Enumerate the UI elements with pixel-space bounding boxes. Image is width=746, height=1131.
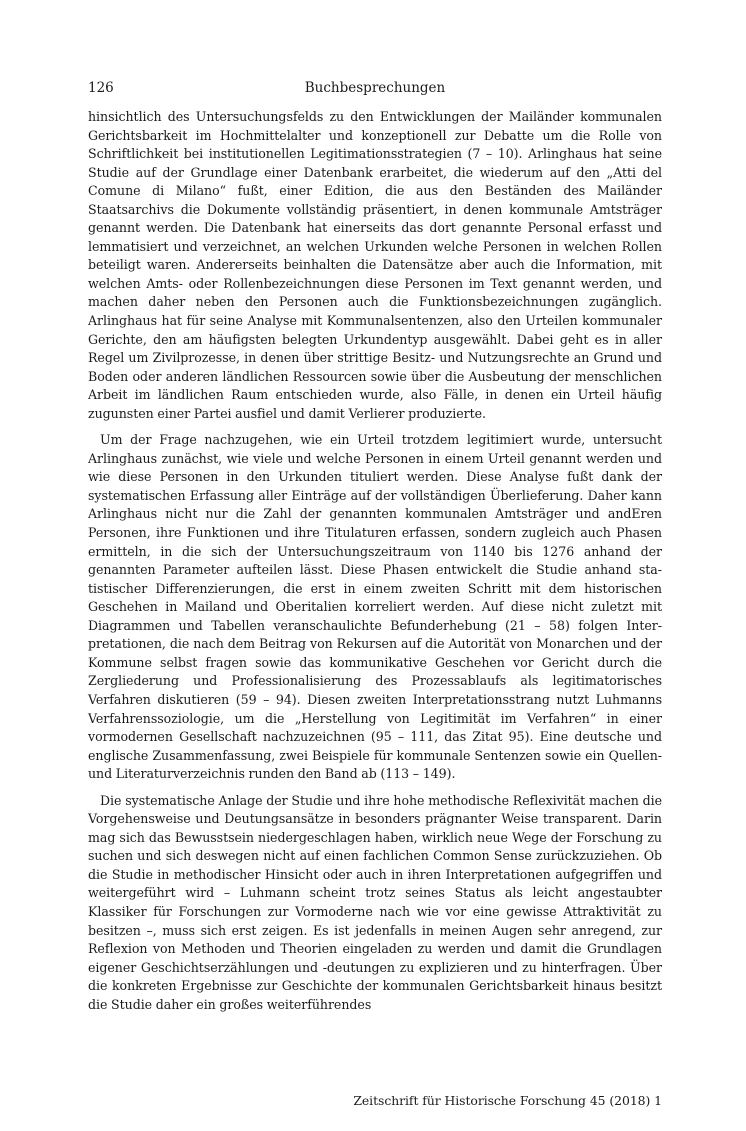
page-number: 126 [88,80,114,96]
paragraph-2: Um der Frage nachzugehen, wie ein Urteil trotzdem legitimiert wurde, untersucht Arlinghaus zunächst, wie viele und welche Personen in einem Urteil genannt werden und wie diese Personen in den Urkunden tituliert werden. Diese Analyse fußt dank der systematischen Erfassung aller Einträge auf der vollständigen Überlieferung. Daher kann Arlinghaus nicht nur die Zahl der genannten kommunalen Amtsträger und andEren Personen, ihre Funktionen und ihre Titulaturen erfassen, sondern zugleich auch Phasen ermitteln, in die sich der Untersuchungszeitraum von 1140 bis 1276 anhand der genannten Parameter aufteilen lässt. Diese Phasen entwickelt die Studie anhand statistischer Differenzierungen, die erst in einem zweiten Schritt mit dem historischen Geschehen in Mailand und Oberitalien korreliert werden. Auf diese nicht zuletzt mit Diagrammen und Tabellen veranschaulichte Befunderhebung (21 – 58) folgen Interpretationen, die nach dem Beitrag von Rekursen auf die Autorität von Monarchen und der Kommune selbst fragen sowie das kommunikative Geschehen vor Gericht durch die Zergliederung und Professionalisierung des Prozessablaufs als legitimatorisches Verfahren diskutieren (59 – 94). Diesen zweiten Interpretationsstrang nutzt Luhmanns Verfahrenssoziologie, um die „Herstellung von Legitimität im Verfahren“ in einer vormodernen Gesellschaft nachzuzeichnen (95 – 111, das Zitat 95). Eine deutsche und englische Zusammenfassung, zwei Beispiele für kommunale Sentenzen sowie ein Quellen- und Literaturverzeichnis runden den Band ab (113 – 149). [88,432,662,782]
document-page [88,80,662,1108]
running-head: Buchbesprechungen [304,80,446,96]
paragraph-1: hinsichtlich des Untersuchungsfelds zu den Entwicklungen der Mailänder kommunalen Gerichtsbarkeit im Hochmittelalter und konzeptionell zur Debatte um die Rolle von Schriftlichkeit bei institutionellen Legitimationsstrategien (7 – 10). Arlinghaus hat seine Studie auf der Grundlage einer Datenbank erarbeitet, die wiederum auf den „Atti del Comune di Milano“ fußt, einer Edition, die aus den Beständen des Mailänder Staatsarchivs die Dokumente vollständig präsentiert, in denen kommunale Amtsträger genannt werden. Die Datenbank hat einerseits das dort genannte Personal erfasst und lemmatisiert und verzeichnet, an welchen Urkunden welche Personen in welchen Rollen beteiligt waren. Andererseits beinhalten die Datensätze aber auch die Information, mit welchen Amts- oder Rollenbezeichnungen diese Personen im Text genannt werden, und machen daher neben den Personen auch die Funktionsbezeichnungen zugänglich. Arlinghaus hat für seine Analyse mit Kommunalsentenzen, also den Urteilen kommunaler Gerichte, den am häufigsten belegten Urkundentyp ausgewählt. Dabei geht es in aller Regel um Zivilprozesse, in denen über strittige Besitz- und Nutzungsrechte an Grund und Boden oder anderen ländlichen Ressourcen sowie über die Ausbeutung der menschlichen Arbeit im ländlichen Raum entschieden wurde, also Fälle, in denen ein Urteil häufig zugunsten einer Partei ausfiel und damit Verlierer produzierte. [88,109,662,421]
page-header [88,80,662,100]
paragraph-3: Die systematische Anlage der Studie und ihre hohe methodische Reflexivität machen die Vorgehensweise und Deutungsansätze in besonders prägnanter Weise transparent. Darin mag sich das Bewusstsein niedergeschlagen haben, wirklich neue Wege der Forschung zu suchen und sich deswegen nicht auf einen fachlichen Common Sense zurückzuziehen. Ob die Studie in methodischer Hinsicht oder auch in ihren Interpretationen aufgegriffen und weitergeführt wird – Luhmann scheint trotz seines Status als leicht angestaubter Klassiker für Forschungen zur Vormoderne nach wie vor eine gewisse Attraktivität zu besitzen –, muss sich erst zeigen. Es ist jedenfalls in meinen Augen sehr anregend, zur Reflexion von Methoden und Theorien eingeladen zu werden und damit die Grundlagen eigener Geschichtserzählungen und -deutungen zu explizieren und zu hinterfragen. Über die konkreten Ergebnisse zur Geschichte der kommunalen Gerichtsbarkeit hinaus besitzt die Studie daher ein großes weiterführendes [88,792,662,1012]
body-text [88,108,662,1014]
journal-footer: Zeitschrift für Historische Forschung 45 (2018) 1 [353,1093,662,1108]
